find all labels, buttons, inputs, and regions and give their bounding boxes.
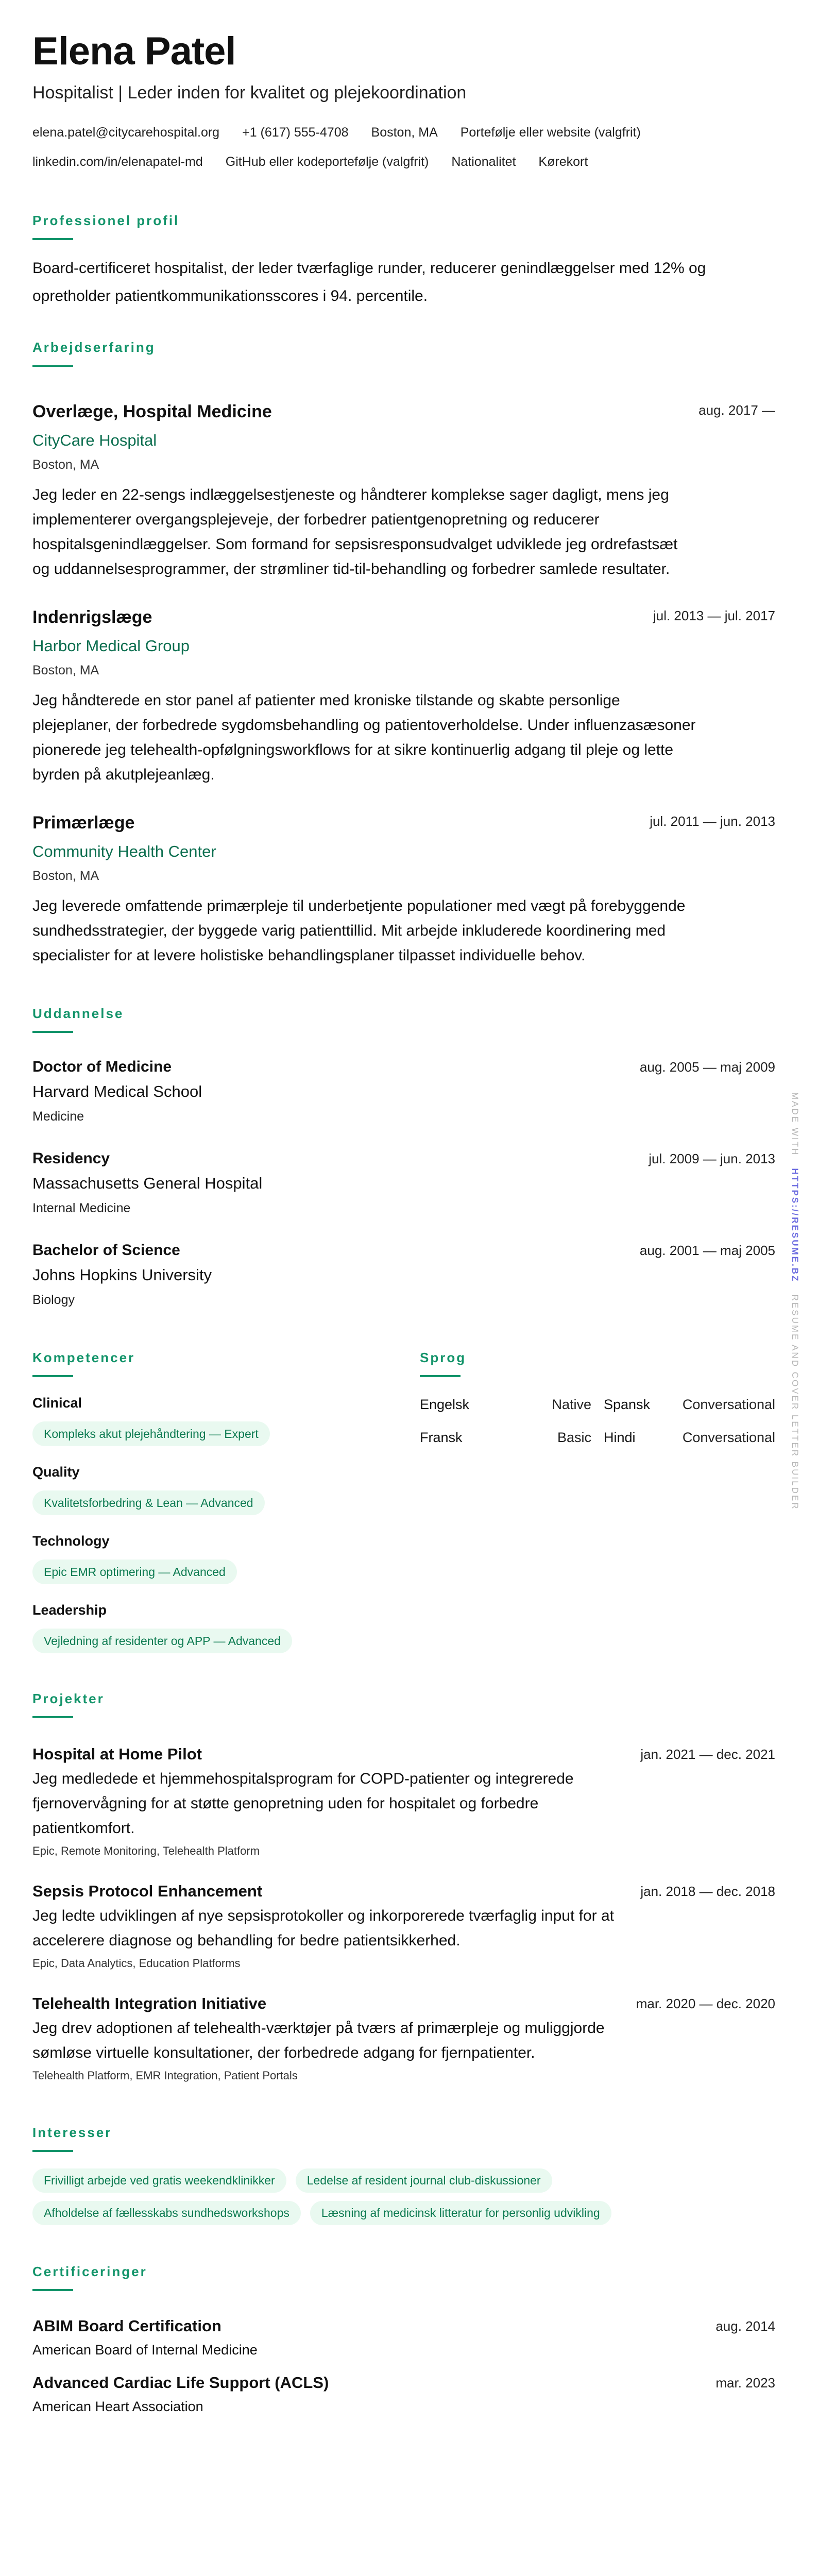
resume-header: [32, 0, 775, 172]
project-entry: [32, 1742, 775, 1861]
certification-entry: [32, 2314, 775, 2361]
contact-nationality: Nationalitet: [451, 155, 516, 169]
project-description: Jeg medledede et hjemmehospitalsprogram for COPD-patienter og integrerede fjernovervågning for at støtte genopretning uden for hospitalet og forbedre patientkomfort.: [32, 1770, 574, 1837]
project-description: Jeg drev adoptionen af telehealth-værktøjer på tværs af primærpleje og muliggjorde sømløse virtuelle konsultationer, der forbedrede adgang for fjernpatienter.: [32, 2020, 605, 2061]
skill-group: [32, 1600, 388, 1653]
job-title: Overlæge, Hospital Medicine: [32, 402, 272, 421]
degree: Doctor of Medicine: [32, 1058, 172, 1075]
skill-group: [32, 1393, 388, 1446]
job-location: Boston, MA: [32, 457, 99, 472]
field-of-study: Internal Medicine: [32, 1201, 131, 1215]
skill-group-label: Leadership: [32, 1602, 107, 1618]
education-dates: aug. 2005 — maj 2009: [639, 1059, 775, 1075]
school: Harvard Medical School: [32, 1082, 202, 1100]
watermark-suffix: RESUME AND COVER LETTER BUILDER: [790, 1294, 800, 1511]
job-entry: [32, 809, 775, 968]
interest-list: [32, 2168, 712, 2225]
heading-underline: [32, 2289, 73, 2291]
certification-title: Advanced Cardiac Life Support (ACLS): [32, 2374, 329, 2392]
job-description: Jeg håndterede en stor panel af patienter med kroniske tilstande og skabte personlige plejeplaner, der forbedrede sygdomsbehandling og patientoverholdelse. Under influenzasæsoner pionerede jeg telehealth-opfølgningsworkflows for at sikre kontinuerlig adgang til pleje og lette byrden på akutplejeanlæg.: [32, 692, 696, 783]
section-heading: Arbejdserfaring: [32, 340, 156, 355]
job-company: Community Health Center: [32, 842, 216, 860]
interest-pill: Ledelse af resident journal club-diskussioner: [296, 2168, 552, 2193]
job-entry: [32, 603, 775, 787]
project-description: Jeg ledte udviklingen af nye sepsisprotokoller og inkorporerede tværfaglig input for at accelerere diagnose og behandling for bedre patientsikkerhed.: [32, 1907, 614, 1949]
field-of-study: Medicine: [32, 1109, 84, 1124]
degree: Residency: [32, 1150, 110, 1167]
job-title: Primærlæge: [32, 813, 135, 833]
job-company: CityCare Hospital: [32, 431, 157, 449]
project-technologies: Telehealth Platform, EMR Integration, Patient Portals: [32, 2069, 298, 2082]
heading-underline: [32, 2150, 73, 2152]
project-technologies: Epic, Remote Monitoring, Telehealth Platform: [32, 1844, 260, 1857]
skill-group: [32, 1462, 388, 1515]
section-heading: Kompetencer: [32, 1350, 135, 1365]
certification-issuer: American Heart Association: [32, 2399, 203, 2414]
heading-underline: [32, 238, 73, 240]
language-level: Conversational: [682, 1397, 775, 1412]
language-level: Basic: [557, 1430, 591, 1445]
projects-section: [32, 1689, 775, 2086]
degree: Bachelor of Science: [32, 1242, 180, 1259]
job-title: Indenrigslæge: [32, 607, 152, 627]
language-level: Conversational: [682, 1430, 775, 1445]
contact-linkedin[interactable]: linkedin.com/in/elenapatel-md: [32, 155, 203, 169]
skills-section: [32, 1348, 388, 1653]
language-name: Spansk: [604, 1397, 651, 1412]
candidate-name: Elena Patel: [32, 29, 236, 73]
section-heading: Certificeringer: [32, 2264, 147, 2279]
project-title: Hospital at Home Pilot: [32, 1745, 202, 1763]
section-heading: Sprog: [420, 1350, 467, 1365]
contact-location: Boston, MA: [371, 125, 438, 140]
watermark: [790, 1092, 800, 1510]
resume: [32, 0, 775, 2418]
contact-website[interactable]: Portefølje eller website (valgfrit): [460, 125, 641, 140]
field-of-study: Biology: [32, 1293, 75, 1307]
language-item: [420, 1427, 591, 1448]
skill-group-label: Technology: [32, 1533, 110, 1549]
project-title: Sepsis Protocol Enhancement: [32, 1882, 263, 1900]
headline: Hospitalist | Leder inden for kvalitet og plejekoordination: [32, 83, 467, 103]
skill-group: [32, 1531, 388, 1584]
section-heading: Interesser: [32, 2125, 112, 2140]
job-dates: jul. 2011 — jun. 2013: [650, 814, 775, 829]
contact-license: Kørekort: [538, 155, 588, 169]
skill-group-label: Quality: [32, 1464, 80, 1480]
education-entry: [32, 1238, 775, 1312]
job-company: Harbor Medical Group: [32, 637, 190, 655]
skill-group-label: Clinical: [32, 1395, 82, 1411]
section-heading: Uddannelse: [32, 1006, 124, 1021]
contact-github[interactable]: GitHub eller kodeportefølje (valgfrit): [225, 155, 429, 169]
certifications-section: [32, 2262, 775, 2418]
watermark-prefix: MADE WITH: [790, 1092, 800, 1157]
contact-email[interactable]: elena.patel@citycarehospital.org: [32, 125, 220, 140]
interest-pill: Frivilligt arbejde ved gratis weekendklinikker: [32, 2168, 286, 2193]
language-item: [420, 1394, 591, 1415]
language-level: Native: [552, 1397, 591, 1412]
heading-underline: [32, 1375, 73, 1377]
languages-section: [420, 1348, 775, 1653]
project-title: Telehealth Integration Initiative: [32, 1994, 267, 2012]
language-item: [604, 1427, 775, 1448]
certification-date: mar. 2023: [715, 2375, 775, 2391]
profile-section: [32, 211, 775, 310]
project-dates: jan. 2021 — dec. 2021: [640, 1747, 775, 1762]
contact-info: [32, 122, 764, 172]
school: Massachusetts General Hospital: [32, 1174, 263, 1192]
interest-pill: Afholdelse af fællesskabs sundhedsworkshops: [32, 2201, 301, 2225]
heading-underline: [32, 365, 73, 367]
skill-pill: Epic EMR optimering — Advanced: [32, 1560, 237, 1584]
certification-title: ABIM Board Certification: [32, 2317, 221, 2335]
education-entry: [32, 1055, 775, 1129]
certification-issuer: American Board of Internal Medicine: [32, 2342, 258, 2358]
heading-underline: [420, 1375, 461, 1377]
job-location: Boston, MA: [32, 663, 99, 677]
skills-languages-row: [32, 1348, 775, 1653]
language-name: Hindi: [604, 1430, 636, 1445]
language-name: Engelsk: [420, 1397, 470, 1412]
project-entry: [32, 1991, 775, 2086]
education-section: [32, 1004, 775, 1312]
section-heading: Professionel profil: [32, 213, 180, 228]
job-description: Jeg leverede omfattende primærpleje til underbetjente populationer med vægt på forebyggende sundhedsstrategier, der byggede varig patienttillid. Mit arbejde inkluderede koordinering med specialister for at levere holistiske behandlingsplaner tilpasset individuelle behov.: [32, 897, 686, 964]
school: Johns Hopkins University: [32, 1266, 212, 1284]
experience-section: [32, 338, 775, 968]
education-entry: [32, 1146, 775, 1221]
profile-text: Board-certificeret hospitalist, der leder tværfaglige runder, reducerer genindlæggelser med 12% og opretholder patientkommunikationsscores i 94. percentile.: [32, 260, 706, 304]
language-item: [604, 1394, 775, 1415]
heading-underline: [32, 1031, 73, 1033]
project-dates: mar. 2020 — dec. 2020: [636, 1996, 775, 2011]
job-entry: [32, 398, 775, 582]
job-location: Boston, MA: [32, 869, 99, 883]
skill-pill: Kompleks akut plejehåndtering — Expert: [32, 1421, 270, 1446]
job-dates: jul. 2013 — jul. 2017: [653, 608, 775, 623]
language-name: Fransk: [420, 1430, 463, 1445]
contact-phone[interactable]: +1 (617) 555-4708: [242, 125, 349, 140]
interests-section: [32, 2123, 775, 2225]
language-list: [420, 1394, 775, 1448]
heading-underline: [32, 1716, 73, 1718]
education-dates: jul. 2009 — jun. 2013: [649, 1151, 775, 1166]
certification-entry: [32, 2370, 775, 2418]
job-description: Jeg leder en 22-sengs indlæggelsestjeneste og håndterer komplekse sager dagligt, mens jeg implementerer overgangsplejeveje, der forbedrer patientgenopretning og reducerer hospitalsgenindlæggelser. Som formand for sepsisresponsudvalget udviklede jeg ordrefastsæt og uddannelsesprogrammer, der strømliner tid-til-behandling og forbedrer samlede resultater.: [32, 486, 678, 578]
project-entry: [32, 1879, 775, 1974]
watermark-link[interactable]: HTTPS://RESUME.BZ: [790, 1168, 800, 1283]
job-dates: aug. 2017 —: [698, 402, 775, 418]
project-dates: jan. 2018 — dec. 2018: [640, 1884, 775, 1899]
interest-pill: Læsning af medicinsk litteratur for personlig udvikling: [310, 2201, 611, 2225]
project-technologies: Epic, Data Analytics, Education Platforms: [32, 1957, 241, 1970]
skill-pill: Vejledning af residenter og APP — Advanced: [32, 1629, 292, 1653]
section-heading: Projekter: [32, 1691, 105, 1706]
certification-date: aug. 2014: [715, 2318, 775, 2334]
education-dates: aug. 2001 — maj 2005: [639, 1243, 775, 1258]
skill-pill: Kvalitetsforbedring & Lean — Advanced: [32, 1490, 265, 1515]
